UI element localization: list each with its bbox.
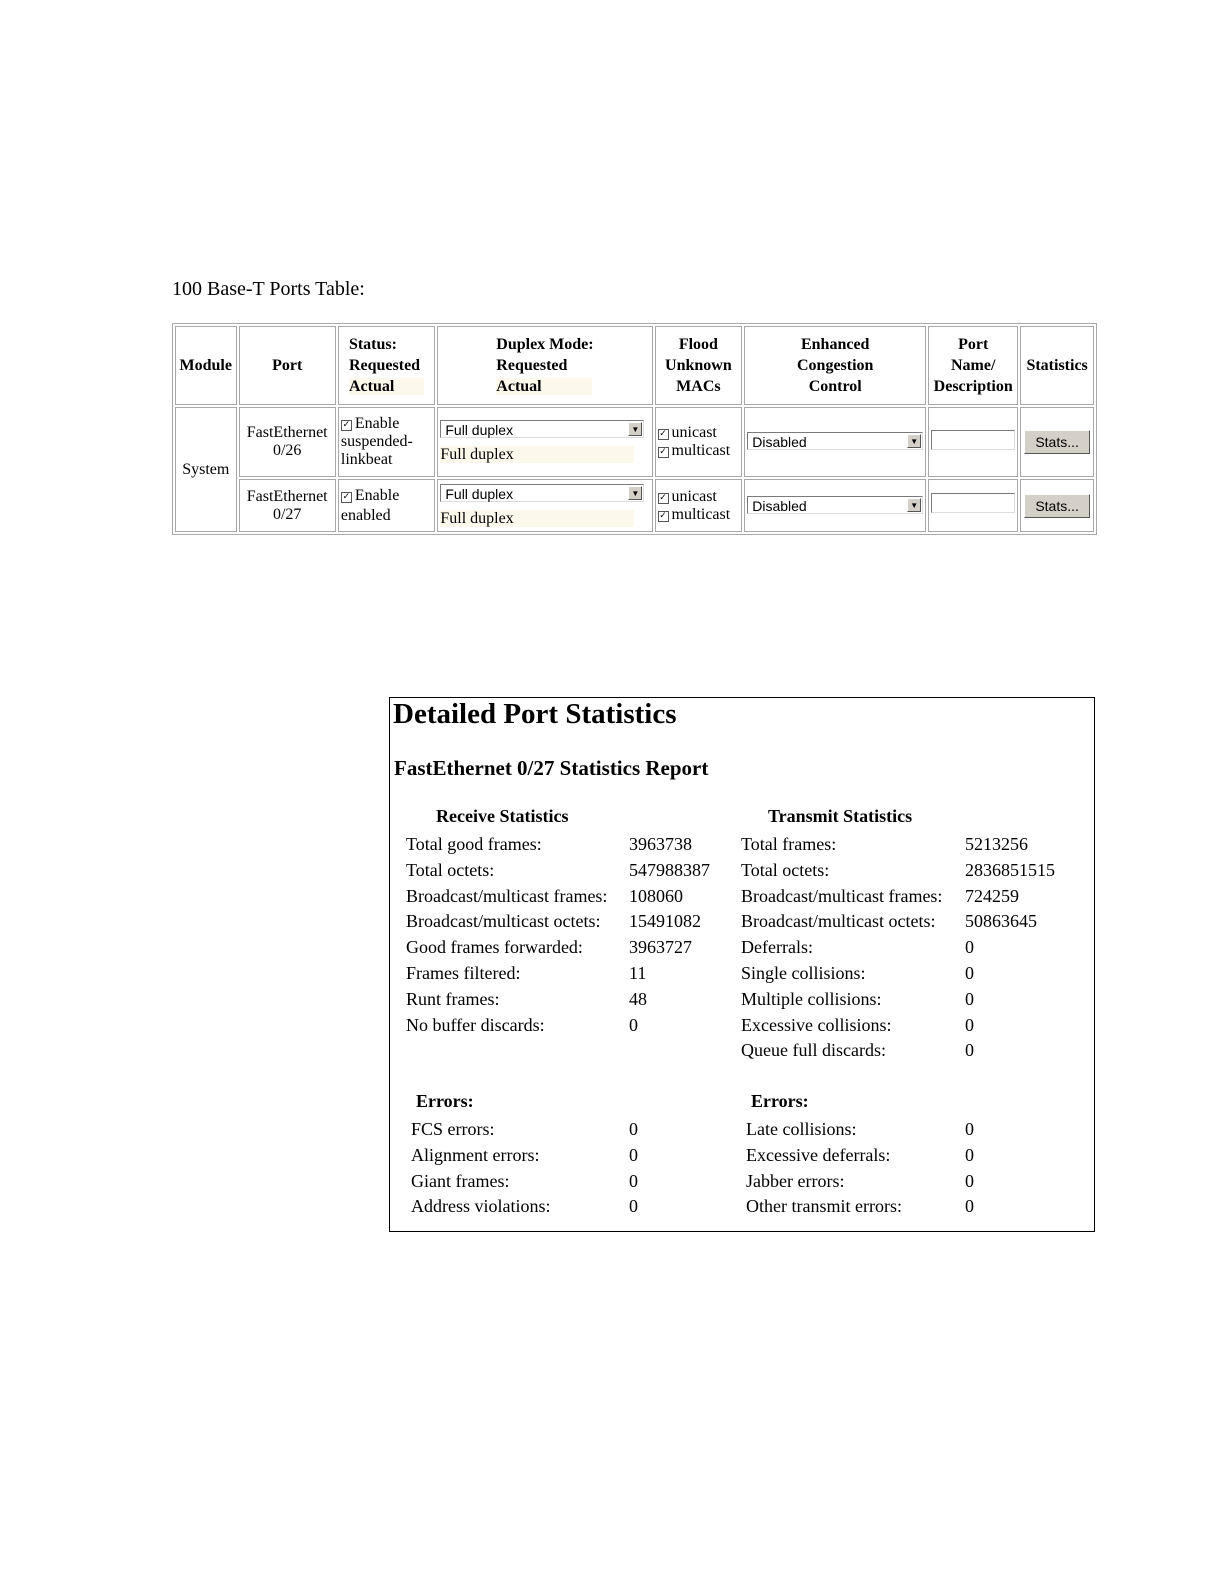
port-name-input[interactable] — [931, 493, 1015, 513]
port-name-cell — [928, 407, 1018, 477]
transmit-heading: Transmit Statistics — [768, 806, 913, 826]
checkmark-icon: ✓ — [342, 491, 351, 502]
list-item — [411, 1116, 741, 1142]
checkmark-icon: ✓ — [659, 510, 667, 521]
stat-label: Total octets: — [741, 859, 830, 880]
stat-label: Total good frames: — [406, 834, 542, 854]
list-item — [741, 934, 1071, 960]
port-cell — [239, 407, 336, 477]
duplex-select[interactable] — [440, 484, 644, 502]
stat-label: FCS errors: — [411, 1119, 495, 1139]
unicast-checkbox[interactable] — [658, 424, 740, 442]
congestion-select-value: Disabled — [752, 434, 807, 450]
congestion-select-value: Disabled — [752, 497, 807, 514]
stat-value: 0 — [629, 1170, 638, 1191]
duplex-select[interactable] — [440, 420, 644, 438]
stat-value: 108060 — [629, 885, 683, 906]
list-item — [741, 986, 1071, 1012]
list-item — [746, 1116, 1076, 1142]
transmit-errors-heading: Errors: — [751, 1091, 809, 1111]
congestion-cell — [744, 479, 926, 532]
port-type: FastEthernet — [246, 424, 328, 441]
list-item — [746, 1168, 1076, 1194]
header-flood-line1: Flood — [678, 336, 718, 353]
duplex-actual: Full duplex — [440, 446, 633, 463]
stat-value: 3963727 — [629, 937, 692, 958]
stat-label: Broadcast/multicast frames: — [741, 885, 943, 906]
stat-label: Jabber errors: — [746, 1170, 845, 1191]
stat-value: 11 — [629, 963, 647, 983]
stat-label: Alignment errors: — [411, 1144, 540, 1165]
header-module: Module — [175, 326, 237, 405]
header-duplex-line1: Duplex Mode: — [496, 336, 594, 353]
stat-label: Giant frames: — [411, 1170, 510, 1191]
stat-label: No buffer discards: — [406, 1014, 545, 1035]
stats-subtitle: FastEthernet 0/27 Statistics Report — [394, 756, 709, 780]
stat-value: 0 — [965, 1144, 974, 1165]
port-type: FastEthernet — [246, 487, 328, 505]
stat-label: Runt frames: — [406, 988, 500, 1009]
header-statistics: Statistics — [1020, 326, 1094, 405]
header-congestion-line1: Enhanced — [800, 336, 870, 353]
unicast-label: unicast — [671, 424, 717, 441]
header-port-name-line2: Name/ — [951, 357, 996, 374]
list-item — [406, 986, 736, 1012]
multicast-label: multicast — [671, 442, 731, 459]
list-item — [406, 883, 736, 909]
enable-label: Enable — [354, 415, 400, 432]
header-congestion-line3: Control — [808, 378, 862, 395]
stat-value: 50863645 — [965, 911, 1037, 932]
stat-value: 0 — [965, 1119, 974, 1139]
multicast-checkbox[interactable] — [658, 506, 740, 524]
port-number: 0/27 — [272, 505, 302, 523]
congestion-cell — [744, 407, 926, 477]
chevron-down-icon[interactable]: ▼ — [628, 422, 642, 436]
stat-label: Excessive deferrals: — [746, 1144, 891, 1165]
header-duplex-line2: Requested — [496, 357, 568, 374]
stat-label: Multiple collisions: — [741, 988, 882, 1009]
stat-value: 48 — [629, 988, 647, 1009]
stat-value: 3963738 — [629, 834, 692, 854]
stat-label: Broadcast/multicast octets: — [741, 911, 936, 932]
stats-button[interactable]: Stats... — [1024, 494, 1090, 518]
status-cell — [338, 479, 435, 532]
stat-label: Queue full discards: — [741, 1040, 886, 1061]
stat-label: Single collisions: — [741, 963, 866, 983]
enable-label: Enable — [354, 486, 400, 504]
unicast-checkbox[interactable] — [658, 488, 740, 506]
ports-table — [172, 323, 1097, 535]
chevron-down-icon[interactable]: ▼ — [907, 498, 921, 512]
stat-label: Late collisions: — [746, 1119, 857, 1139]
header-status — [338, 326, 435, 405]
list-item — [406, 831, 736, 857]
stat-value: 547988387 — [629, 859, 710, 880]
stat-value: 15491082 — [629, 911, 701, 932]
list-item — [411, 1142, 741, 1168]
checkmark-icon: ✓ — [342, 420, 351, 430]
stat-label: Broadcast/multicast frames: — [406, 885, 608, 906]
duplex-select-value: Full duplex — [445, 422, 514, 438]
module-cell: System — [175, 407, 237, 532]
stat-value: 0 — [629, 1196, 638, 1217]
multicast-label: multicast — [671, 505, 731, 523]
list-item — [741, 960, 1071, 986]
stat-label: Deferrals: — [741, 937, 813, 958]
chevron-down-icon[interactable]: ▼ — [628, 486, 642, 500]
unicast-label: unicast — [671, 487, 717, 505]
list-item — [741, 883, 1071, 909]
receive-heading: Receive Statistics — [436, 806, 569, 826]
header-status-line1: Status: — [348, 336, 397, 353]
duplex-actual: Full duplex — [440, 510, 633, 527]
duplex-cell — [437, 407, 652, 477]
table-row — [175, 407, 1094, 477]
list-item — [406, 960, 736, 986]
list-item — [411, 1168, 741, 1194]
flood-cell — [655, 479, 743, 532]
port-number: 0/26 — [272, 442, 302, 459]
stats-title: Detailed Port Statistics — [393, 698, 677, 730]
stat-value: 0 — [965, 1196, 974, 1217]
stat-value: 724259 — [965, 885, 1019, 906]
ports-table-title: 100 Base-T Ports Table: — [172, 278, 365, 300]
header-flood-line3: MACs — [676, 378, 721, 395]
status-actual-line1: enabled — [340, 506, 391, 524]
list-item — [406, 908, 736, 934]
list-item — [406, 1012, 736, 1038]
status-cell — [338, 407, 435, 477]
list-item — [406, 857, 736, 883]
stat-label: Other transmit errors: — [746, 1196, 902, 1217]
stat-value: 0 — [965, 1014, 974, 1035]
header-flood — [655, 326, 743, 405]
header-status-line3: Actual — [349, 378, 424, 395]
stat-value: 0 — [965, 988, 974, 1009]
stat-label: Total octets: — [406, 859, 495, 880]
list-item — [741, 857, 1071, 883]
checkmark-icon: ✓ — [659, 429, 667, 439]
enable-checkbox[interactable] — [341, 415, 432, 433]
list-item — [741, 1012, 1071, 1038]
duplex-cell — [437, 479, 652, 532]
stat-label: Total frames: — [741, 834, 837, 854]
list-item — [406, 934, 736, 960]
header-duplex — [437, 326, 652, 405]
statistics-cell — [1020, 407, 1094, 477]
congestion-select[interactable] — [747, 432, 923, 450]
stat-value: 0 — [629, 1119, 638, 1139]
status-actual-line1: suspended- — [340, 433, 413, 450]
receive-errors-heading: Errors: — [416, 1091, 474, 1111]
list-item — [746, 1142, 1076, 1168]
list-item — [741, 1037, 1071, 1063]
multicast-checkbox[interactable] — [658, 442, 740, 460]
table-row — [175, 479, 1094, 532]
checkmark-icon: ✓ — [659, 492, 667, 503]
stat-value: 0 — [629, 1144, 638, 1165]
header-flood-line2: Unknown — [665, 357, 732, 374]
header-port-name-line1: Port — [958, 336, 989, 353]
header-port-name-line3: Description — [933, 378, 1013, 395]
header-congestion — [744, 326, 926, 405]
detailed-stats-panel — [389, 697, 1095, 1232]
checkmark-icon: ✓ — [659, 447, 667, 457]
stat-value: 2836851515 — [965, 859, 1055, 880]
header-port: Port — [239, 326, 336, 405]
list-item — [411, 1193, 741, 1219]
flood-cell — [655, 407, 743, 477]
stat-label: Address violations: — [411, 1196, 551, 1217]
stat-value: 5213256 — [965, 834, 1028, 854]
header-port-name — [928, 326, 1018, 405]
stats-button[interactable]: Stats... — [1024, 430, 1090, 454]
status-actual-line2: linkbeat — [340, 451, 393, 468]
statistics-cell — [1020, 479, 1094, 532]
header-duplex-line3: Actual — [496, 378, 591, 395]
header-status-line2: Requested — [348, 357, 421, 374]
port-cell — [239, 479, 336, 532]
stat-label: Frames filtered: — [406, 963, 521, 983]
stat-value: 0 — [629, 1014, 638, 1035]
stat-value: 0 — [965, 963, 974, 983]
list-item — [746, 1193, 1076, 1219]
stat-value: 0 — [965, 1170, 974, 1191]
port-name-input[interactable] — [931, 430, 1015, 450]
header-congestion-line2: Congestion — [796, 357, 874, 374]
duplex-select-value: Full duplex — [445, 485, 514, 502]
chevron-down-icon[interactable]: ▼ — [907, 434, 921, 448]
port-name-cell — [928, 479, 1018, 532]
list-item — [741, 908, 1071, 934]
congestion-select[interactable] — [747, 496, 923, 514]
stat-label: Broadcast/multicast octets: — [406, 911, 601, 932]
ports-table-header-row — [175, 326, 1094, 405]
list-item — [741, 831, 1071, 857]
enable-checkbox[interactable] — [341, 487, 432, 505]
stat-label: Excessive collisions: — [741, 1014, 892, 1035]
stat-value: 0 — [965, 937, 974, 958]
stat-value: 0 — [965, 1040, 974, 1061]
stat-label: Good frames forwarded: — [406, 937, 583, 958]
